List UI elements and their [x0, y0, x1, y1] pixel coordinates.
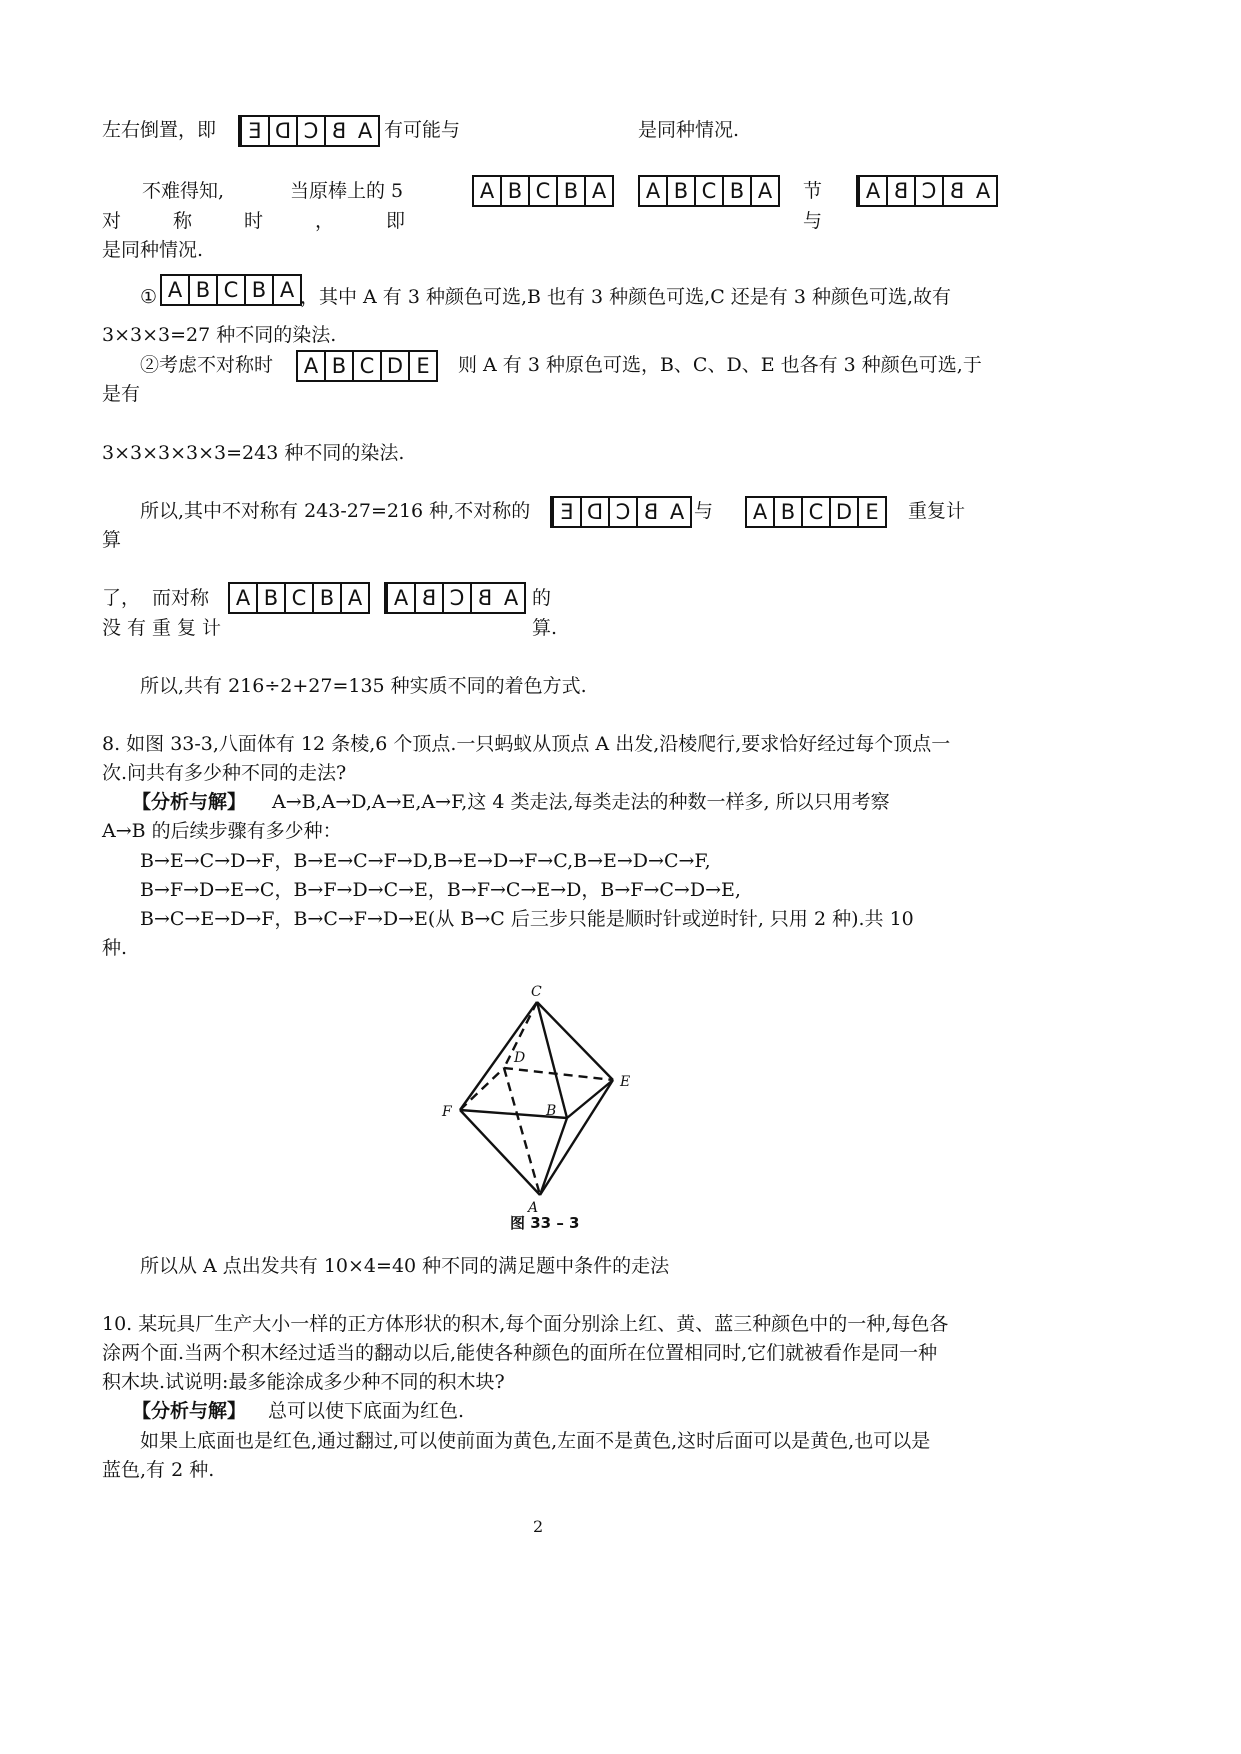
rod-cell: C — [296, 117, 324, 145]
rod-abcde — [745, 496, 887, 528]
edge-cb — [537, 1002, 567, 1118]
text-line: 与 — [694, 500, 714, 522]
rod-cell: C — [286, 584, 314, 612]
rod-cell: A — [591, 179, 607, 203]
text-line: 则 A 有 3 种原色可选，B、C、D、E 也各有 3 种颜色可选,于 — [458, 354, 982, 376]
text-line: 所以,共有 216÷2+27=135 种实质不同的着色方式. — [140, 675, 587, 697]
text-line: 所以从 A 点出发共有 10×4=40 种不同的满足题中条件的走法 — [140, 1255, 670, 1277]
rod-cell: B — [558, 177, 586, 205]
edge-fd — [460, 1068, 504, 1110]
rod-cell: A — [640, 177, 668, 205]
rod-abcba — [638, 175, 780, 207]
rod-cell: B — [470, 584, 498, 612]
rod-cell: A — [347, 586, 363, 610]
vertex-label-a: A — [528, 1200, 539, 1216]
path-list: B→F→D→E→C，B→F→D→C→E，B→F→C→E→D，B→F→C→D→E, — [140, 879, 741, 901]
vertex-label-e: E — [620, 1074, 631, 1090]
rod-cell: C — [218, 276, 246, 304]
text-line: 而对称 — [152, 587, 210, 609]
rod-cell: A — [503, 586, 519, 610]
text-line: 不难得知, — [142, 180, 225, 202]
rod-cell: D — [382, 352, 410, 380]
analysis-tag: 【分析与解】 — [132, 1400, 247, 1422]
rod-cell: A — [474, 177, 502, 205]
rod-abcba — [472, 175, 614, 207]
text-line: 所以,其中不对称有 243-27=216 种,不对称的 — [140, 500, 531, 522]
edge-cf — [460, 1002, 537, 1110]
text-line: ②考虑不对称时 — [140, 354, 274, 376]
edge-be — [567, 1080, 613, 1118]
rod-cell: B — [636, 498, 664, 526]
rod-cell: B — [190, 276, 218, 304]
rod-abcde — [296, 350, 438, 382]
vertex-label-f: F — [442, 1104, 452, 1120]
rod-cell: B — [246, 276, 274, 304]
text-line: 没有重复计 — [102, 617, 228, 639]
vertex-label-b: B — [546, 1103, 557, 1119]
rod-cell: B — [724, 177, 752, 205]
rod-cell: B — [942, 177, 970, 205]
rod-cell: E — [240, 117, 268, 145]
text-line: 3×3×3×3×3=243 种不同的染法. — [102, 442, 405, 464]
rod-cell: B — [502, 177, 530, 205]
rod-cell: A — [298, 352, 326, 380]
question-8-line: 次.问共有多少种不同的走法? — [102, 762, 347, 784]
text-line: 节 — [803, 180, 823, 202]
rod-cell: A — [757, 179, 773, 203]
rod-cell: B — [668, 177, 696, 205]
vertex-label-c: C — [531, 984, 542, 1000]
text-line: 总可以使下底面为红色. — [268, 1400, 465, 1422]
edge-ba — [540, 1118, 567, 1195]
vertex-label-d: D — [514, 1050, 526, 1066]
text-line: 是同种情况. — [638, 119, 740, 141]
text-line: 了， — [102, 587, 141, 609]
rod-cell: D — [580, 498, 608, 526]
rod-abcba — [228, 582, 370, 614]
rod-cell: C — [696, 177, 724, 205]
rod-cell: B — [775, 498, 803, 526]
octahedron-figure — [430, 980, 650, 1230]
text-line: ，其中 A 有 3 种颜色可选,B 也有 3 种颜色可选,C 还是有 3 种颜色可选,故有 — [300, 286, 952, 308]
rod-cell: C — [803, 498, 831, 526]
text-line: 是同种情况. — [102, 239, 204, 261]
question-8-line: 8. 如图 33-3,八面体有 12 条棱,6 个顶点.一只蚂蚁从顶点 A 出发,沿棱爬行,要求恰好经过每个顶点一 — [102, 733, 951, 755]
text-line: 有可能与 — [384, 119, 461, 141]
text-line: 与 — [803, 210, 823, 232]
text-line: 对称时，即 — [102, 210, 458, 232]
rod-reversed-abcba — [384, 582, 526, 614]
rod-cell: B — [326, 352, 354, 380]
rod-cell: D — [268, 117, 296, 145]
rod-cell: B — [886, 177, 914, 205]
rod-cell: A — [747, 498, 775, 526]
rod-cell: E — [552, 498, 580, 526]
edge-de — [504, 1068, 613, 1080]
question-10-line: 积木块.试说明:最多能涂成多少种不同的积木块? — [102, 1371, 505, 1393]
item-marker: ① — [140, 286, 158, 308]
rod-cell: A — [162, 276, 190, 304]
rod-cell: A — [975, 179, 991, 203]
rod-cell: A — [669, 500, 685, 524]
text-line: 的 — [532, 587, 552, 609]
text-line: 重复计 — [908, 500, 966, 522]
rod-cell: B — [314, 584, 342, 612]
rod-cell: A — [386, 584, 414, 612]
path-list: B→E→C→D→F，B→E→C→F→D,B→E→D→F→C,B→E→D→C→F, — [140, 850, 711, 872]
rod-cell: C — [608, 498, 636, 526]
rod-cell: C — [354, 352, 382, 380]
rod-reversed-abcde — [550, 496, 692, 528]
text-line: 左右倒置，即 — [102, 119, 217, 141]
text-line: 当原棒上的 5 — [290, 180, 404, 202]
figure-caption: 图 33 – 3 — [510, 1214, 580, 1230]
path-list: B→C→E→D→F，B→C→F→D→E(从 B→C 后三步只能是顺时针或逆时针, 只用 2 种).共 10 — [140, 908, 914, 930]
text-line: 是有 — [102, 383, 141, 405]
rod-reversed-abcde — [238, 115, 380, 147]
rod-cell: A — [858, 177, 886, 205]
rod-cell: C — [442, 584, 470, 612]
text-line: 算 — [102, 529, 122, 551]
rod-cell: B — [258, 584, 286, 612]
page-number: 2 — [533, 1517, 544, 1536]
question-10-line: 10. 某玩具厂生产大小一样的正方体形状的积木,每个面分别涂上红、黄、蓝三种颜色中的一种,每色各 — [102, 1313, 949, 1335]
rod-cell: B — [324, 117, 352, 145]
analysis-tag: 【分析与解】 — [132, 791, 247, 813]
text-line: 蓝色,有 2 种. — [102, 1459, 215, 1481]
text-line: 3×3×3=27 种不同的染法. — [102, 324, 337, 346]
text-line: A→B 的后续步骤有多少种： — [102, 820, 342, 842]
text-line: A→B,A→D,A→E,A→F,这 4 类走法,每类走法的种数一样多, 所以只用考察 — [272, 791, 890, 813]
rod-abcba — [160, 274, 302, 306]
edge-ce — [537, 1002, 613, 1080]
rod-cell: A — [279, 278, 295, 302]
rod-cell: D — [831, 498, 859, 526]
rod-cell: E — [865, 500, 879, 524]
edge-ea — [540, 1080, 613, 1195]
rod-cell: C — [914, 177, 942, 205]
rod-cell: C — [530, 177, 558, 205]
rod-cell: A — [357, 119, 373, 143]
rod-cell: B — [414, 584, 442, 612]
rod-reversed-abcba — [856, 175, 998, 207]
text-line: 算. — [532, 617, 558, 639]
text-line: 种. — [102, 937, 128, 959]
text-line: 如果上底面也是红色,通过翻过,可以使前面为黄色,左面不是黄色,这时后面可以是黄色,也可以是 — [140, 1430, 931, 1452]
rod-cell: A — [230, 584, 258, 612]
edge-fa — [460, 1110, 540, 1195]
rod-cell: E — [416, 354, 430, 378]
question-10-line: 涂两个面.当两个积木经过适当的翻动以后,能使各种颜色的面所在位置相同时,它们就被看作是同一种 — [102, 1342, 938, 1364]
